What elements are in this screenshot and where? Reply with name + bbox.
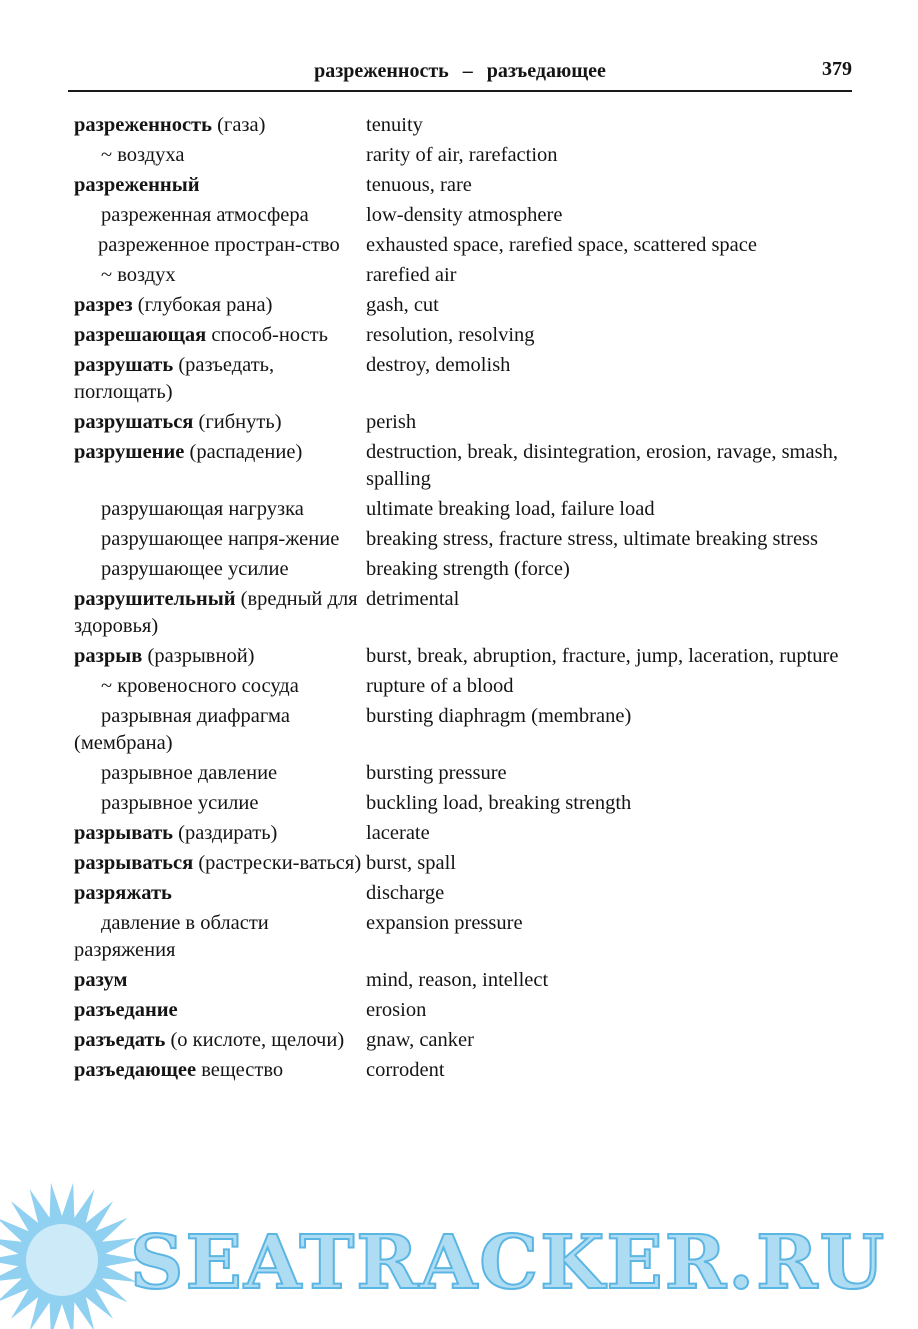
russian-subterm: разрывное давление [101, 762, 278, 784]
english-translation: ultimate breaking load, failure load [366, 498, 655, 520]
entry-row [74, 112, 850, 139]
term-note: (газа) [211, 114, 266, 136]
english-translation: bursting pressure [366, 762, 507, 784]
russian-term [74, 967, 366, 994]
term-note: (вредный для здоровья) [74, 588, 358, 637]
english-translation: destroy, demolish [366, 354, 511, 376]
entry-row [74, 586, 850, 640]
entry-row [74, 1027, 850, 1054]
headword: разрыв [74, 645, 143, 667]
headword: разряжать [74, 882, 172, 904]
headword: разрушение [74, 441, 185, 463]
english-translation: breaking strength (force) [366, 558, 570, 580]
page-number: 379 [822, 58, 852, 80]
russian-subterm: давление в области разряжения [74, 912, 269, 961]
english-translation: discharge [366, 882, 445, 904]
entry-row [74, 1057, 850, 1084]
header-title [68, 60, 852, 83]
entry-row [74, 496, 850, 523]
russian-term [74, 586, 366, 640]
term-note: (растрески-ваться) [193, 852, 362, 874]
english-translation: corrodent [366, 1059, 445, 1081]
russian-term [74, 997, 366, 1024]
entry-row [74, 439, 850, 493]
russian-subterm: ~ кровеносного сосуда [101, 675, 299, 697]
russian-term [74, 850, 366, 877]
english-translation: gash, cut [366, 294, 439, 316]
watermark [0, 1168, 918, 1329]
term-note: (раздирать) [173, 822, 278, 844]
entry-row [74, 322, 850, 349]
headword: разрываться [74, 852, 194, 874]
dictionary-entries [74, 112, 850, 1087]
term-note: (гибнуть) [193, 411, 282, 433]
header-dash: – [462, 60, 473, 82]
entry-row [74, 880, 850, 907]
russian-term [74, 352, 366, 406]
term-note: (разрывной) [142, 645, 255, 667]
russian-term [74, 880, 366, 907]
russian-term [74, 439, 366, 493]
russian-term [74, 322, 366, 349]
russian-subterm: разрушающее усилие [101, 558, 289, 580]
entry-row [74, 910, 850, 964]
russian-term [74, 643, 366, 670]
english-translation: buckling load, breaking strength [366, 792, 632, 814]
entry-row [74, 643, 850, 670]
entry-row [74, 760, 850, 787]
english-translation: rupture of a blood [366, 675, 514, 697]
term-note: вещество [196, 1059, 284, 1081]
english-translation: tenuous, rare [366, 174, 472, 196]
russian-subterm: разрушающая нагрузка [101, 498, 304, 520]
english-translation: gnaw, canker [366, 1029, 474, 1051]
english-translation: rarefied air [366, 264, 457, 286]
entry-row [74, 790, 850, 817]
english-translation: mind, reason, intellect [366, 969, 549, 991]
english-translation: erosion [366, 999, 427, 1021]
headword: разреженный [74, 174, 200, 196]
russian-term [74, 292, 366, 319]
entry-row [74, 850, 850, 877]
headword: разреженность [74, 114, 212, 136]
entry-row [74, 202, 850, 229]
russian-subterm: разреженное простран-ство [98, 234, 340, 256]
entry-row [74, 673, 850, 700]
russian-term [74, 172, 366, 199]
entry-row [74, 967, 850, 994]
headword: разъедание [74, 999, 178, 1021]
russian-term [74, 1057, 366, 1084]
entry-row [74, 292, 850, 319]
russian-term [74, 1027, 366, 1054]
term-note: (распадение) [184, 441, 303, 463]
headword: разрушаться [74, 411, 194, 433]
english-translation: breaking stress, fracture stress, ultimate breaking stress [366, 528, 819, 550]
entry-row [74, 172, 850, 199]
headword: разъедать [74, 1029, 166, 1051]
headword: разрушительный [74, 588, 236, 610]
russian-subterm: разреженная атмосфера [101, 204, 309, 226]
english-translation: resolution, resolving [366, 324, 535, 346]
entry-row [74, 142, 850, 169]
entry-row [74, 997, 850, 1024]
russian-subterm: разрушающее напря-жение [101, 528, 340, 550]
headword: разум [74, 969, 128, 991]
english-translation: detrimental [366, 588, 460, 610]
russian-term [74, 409, 366, 436]
entry-row [74, 262, 850, 289]
english-translation: destruction, break, disintegration, erosion, ravage, smash, spalling [366, 441, 838, 490]
sunburst-center [26, 1224, 98, 1296]
term-note: (глубокая рана) [132, 294, 273, 316]
headword: разрешающая [74, 324, 207, 346]
header-first-entry: разреженность [314, 60, 449, 82]
entry-row [74, 556, 850, 583]
term-note: (о кислоте, щелочи) [165, 1029, 345, 1051]
entry-row [74, 352, 850, 406]
headword: разъедающее [74, 1059, 197, 1081]
english-translation: perish [366, 411, 417, 433]
running-header [68, 56, 852, 92]
english-translation: burst, break, abruption, fracture, jump, laceration, rupture [366, 645, 839, 667]
entry-row [74, 820, 850, 847]
english-translation: tenuity [366, 114, 423, 136]
entry-row [74, 703, 850, 757]
entry-row [74, 526, 850, 553]
english-translation: rarity of air, rarefaction [366, 144, 558, 166]
russian-subterm: разрывная диафрагма (мембрана) [74, 705, 290, 754]
russian-term [74, 820, 366, 847]
english-translation: burst, spall [366, 852, 456, 874]
sunburst-logo-icon [0, 1168, 150, 1329]
english-translation: low-density atmosphere [366, 204, 563, 226]
watermark-text: SEATRACKER.RU [130, 1220, 887, 1306]
term-note: (разъедать, поглощать) [74, 354, 275, 403]
term-note: способ-ность [206, 324, 328, 346]
headword: разрушать [74, 354, 174, 376]
headword: разрез [74, 294, 133, 316]
header-last-entry: разъедающее [486, 60, 606, 82]
english-translation: exhausted space, rarefied space, scattered space [366, 234, 757, 256]
russian-subterm: ~ воздух [101, 264, 176, 286]
russian-subterm: разрывное усилие [101, 792, 259, 814]
english-translation: lacerate [366, 822, 430, 844]
entry-row [74, 409, 850, 436]
entry-row [74, 232, 850, 259]
headword: разрывать [74, 822, 173, 844]
russian-term [74, 112, 366, 139]
english-translation: expansion pressure [366, 912, 523, 934]
english-translation: bursting diaphragm (membrane) [366, 705, 632, 727]
russian-subterm: ~ воздуха [101, 144, 185, 166]
